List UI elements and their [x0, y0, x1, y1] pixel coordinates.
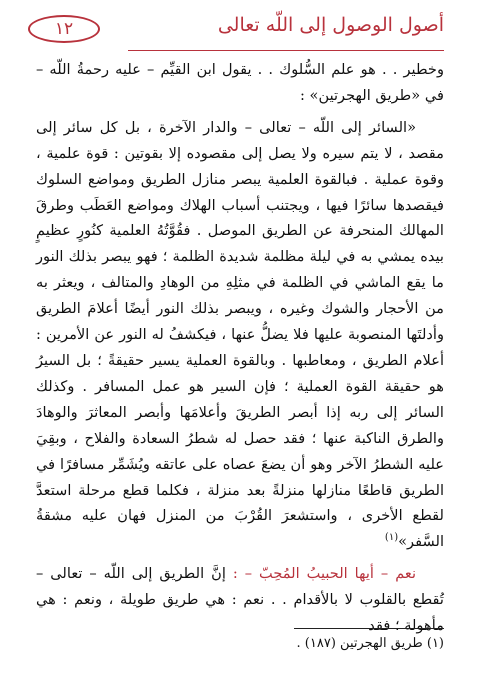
- quote-paragraph: [36, 115, 444, 555]
- page-header: [28, 14, 444, 42]
- main-text: [36, 57, 444, 639]
- footnote: (١) طريق الهجرتين (١٨٧) .: [296, 636, 444, 651]
- paragraph-text: إنَّ الطريق إلى اللّه – تعالى – تُقطع بالقلوب لا بالأقدام . . نعم : هي طريق طويلة ، ونعم : هي مأهولة ؛ فقد: [36, 565, 444, 635]
- quote-text: «السائر إلى اللّه – تعالى – والدار الآخرة ، بل كل سائر إلى مقصد ، لا يتم سيره ولا يصل إلى مقصوده إلا بقوتين : قوة علمية ، وقوة عملية . فبالقوة العلمية يبصر منازل الطريق ومواضع السلوك فيقصدها سائرًا فيها ، ويجتنب أسباب الهلاك ومواضع العَطَب وطرقَ المهالك المنحرفة عن الطريق الموصل . فقُوَّتُهُ العلمية كنُورٍ عظيمٍ بيده يمشي به في ليلة مظلمة شديدة الظلمة ؛ فهو يبصر بذلك النور ما يقع الماشي في الظلمة في مثلِهِ من الوهادِ والمتالف ، ويعثر به من الأحجار والشوك وغيره ، ويبصر بذلك النور أيضًا أعلامَ الطريق وأدلتَها المنصوبة عليها فلا يضلُّ عنها ، فيكشفُ له النور عن الأمرين : أعلام الطريق ، ومعاطبها . وبالقوة العملية يسير حقيقةً ؛ بل السيرُ هو حقيقة القوة العملية ؛ فإن السير هو عمل المسافر . وكذلك السائر إلى ربه إذا أبصر الطريقَ وأعلامَها وأبصر المعاثرَ والوهادَ والطرق الناكبة عنها ؛ فقد حصل له شطرُ السعادة والفلاح ، وبقِيَ عليه الشطرُ الآخر وهو أن يضعَ عصاه على عاتقه ويُشَمِّر مسافرًا في الطريق قاطعًا منازلها منزلةً بعد منزلة ، فكلما قطع مرحلة استعدَّ لقطع الأخرى ، واستشعرَ القُرْبَ من المنزل فهان عليه مشقةُ السَّفر»: [36, 118, 444, 551]
- header-rule: [128, 50, 444, 51]
- page-number-badge: ١٢: [28, 15, 100, 43]
- paragraph: [36, 57, 444, 109]
- footnote-reference[interactable]: (١): [384, 532, 399, 544]
- highlighted-phrase: نعم – أيها الحبيبُ المُحِبّ – :: [232, 565, 417, 583]
- footnote-rule: [294, 628, 444, 629]
- paragraph-text: وخطير . . هو علم السُّلوك . . يقول ابن القيِّم – عليه رحمةُ اللّه – في «طريق الهجرتين» :: [36, 61, 444, 104]
- running-title: أصول الوصول إلى اللّه تعالى: [217, 14, 444, 36]
